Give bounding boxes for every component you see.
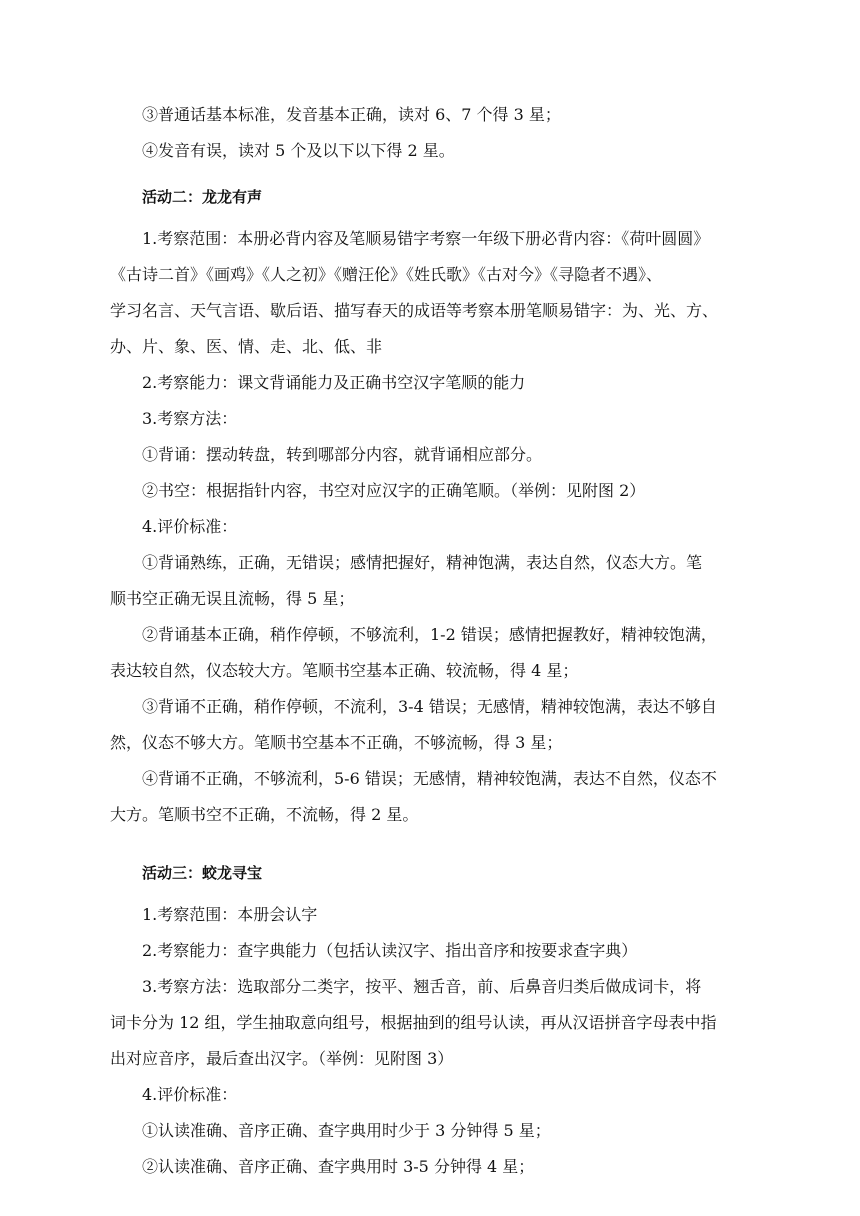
- activity2-criterion-2-line-1: ②背诵基本正确，稍作停顿，不够流利，1-2 错误；感情把握教好，精神较饱满，: [142, 625, 717, 644]
- activity2-scope: [110, 221, 758, 365]
- activity2-criterion-2-line-2: 表达较自然，仪态较大方。笔顺书空基本正确、较流畅，得 4 星；: [110, 661, 579, 680]
- activity3-criterion-2: [110, 1149, 758, 1185]
- activity2-method-recite-line: ①背诵：摆动转盘，转到哪部分内容，就背诵相应部分。: [142, 445, 543, 464]
- activity3-criteria: [110, 1077, 758, 1113]
- activity2-criterion-4: [110, 761, 758, 833]
- activity2-criterion-1-line-2: 顺书空正确无误且流畅，得 5 星；: [110, 589, 355, 608]
- activity3-criteria-line: 4.评价标准：: [142, 1085, 238, 1104]
- activity2-method-recite: [110, 437, 758, 473]
- activity3-ability-line: 2.考察能力：查字典能力（包括认读汉字、指出音序和按要求查字典）: [142, 941, 638, 960]
- activity2-criterion-4-line-2: 大方。笔顺书空不正确，不流畅，得 2 星。: [110, 805, 419, 824]
- activity3-criterion-1-line: ①认读准确、音序正确、查字典用时少于 3 分钟得 5 星；: [142, 1121, 551, 1140]
- activity2-scope-line-3: 学习名言、天气言语、歇后语、描写春天的成语等考察本册笔顺易错字：为、光、方、: [110, 301, 719, 320]
- activity2-criterion-1-line-1: ①背诵熟练，正确，无错误；感情把握好，精神饱满，表达自然，仪态大方。笔: [142, 553, 703, 572]
- activity3-method-line-2: 词卡分为 12 组，学生抽取意向组号，根据抽到的组号认读，再从汉语拼音字母表中指: [110, 1013, 717, 1032]
- activity2-criterion-3-line-1: ③背诵不正确，稍作停顿，不流利，3-4 错误；无感情，精神较饱满，表达不够自: [142, 697, 717, 716]
- activity2-ability-line: 2.考察能力：课文背诵能力及正确书空汉字笔顺的能力: [142, 373, 526, 392]
- activity2-method-line: 3.考察方法：: [142, 409, 238, 428]
- activity2-criteria-line: 4.评价标准：: [142, 517, 238, 536]
- activity2-scope-line-2: 《古诗二首》《画鸡》《人之初》《赠汪伦》《姓氏歌》《古对今》《寻隐者不遇》、: [110, 265, 663, 284]
- activity3-method-line-1: 3.考察方法：选取部分二类字，按平、翘舌音，前、后鼻音归类后做成词卡，将: [142, 977, 702, 996]
- activity2-criterion-3-line-2: 然，仪态不够大方。笔顺书空基本不正确，不够流畅，得 3 星；: [110, 733, 563, 752]
- activity2-criterion-1: [110, 545, 758, 617]
- activity1-criterion-4: ④发音有误，读对 5 个及以下以下得 2 星。: [142, 141, 455, 160]
- activity1-criterion-3: ③普通话基本标准，发音基本正确，读对 6、7 个得 3 星；: [142, 105, 561, 124]
- activity2-scope-line-4: 办、片、象、医、情、走、北、低、非: [110, 337, 383, 356]
- activity3-ability: [110, 933, 758, 969]
- activity2-criterion-3: [110, 689, 758, 761]
- activity2-method-stroke: [110, 473, 758, 509]
- activity2-criteria: [110, 509, 758, 545]
- activity2-heading: 活动二：龙龙有声: [142, 188, 263, 206]
- activity3-heading: 活动三：蛟龙寻宝: [142, 864, 263, 882]
- activity2-method: [110, 401, 758, 437]
- activity3-method: [110, 969, 758, 1077]
- activity2-criterion-2: [110, 617, 758, 689]
- activity3-criterion-2-line: ②认读准确、音序正确、查字典用时 3-5 分钟得 4 星；: [142, 1157, 535, 1176]
- activity3-scope: [110, 897, 758, 933]
- document-page: [110, 103, 758, 1185]
- activity2-scope-line-1: 1.考察范围：本册必背内容及笔顺易错字考察一年级下册必背内容：《荷叶圆圆》: [142, 229, 710, 248]
- activity3-method-line-3: 出对应音序，最后查出汉字。（举例：见附图 3）: [110, 1049, 454, 1068]
- activity2-criterion-4-line-1: ④背诵不正确，不够流利，5-6 错误；无感情，精神较饱满，表达不自然，仪态不: [142, 769, 717, 788]
- activity3-criterion-1: [110, 1113, 758, 1149]
- activity3-scope-line: 1.考察范围：本册会认字: [142, 905, 318, 924]
- activity2-method-stroke-line: ②书空：根据指针内容，书空对应汉字的正确笔顺。（举例：见附图 2）: [142, 481, 646, 500]
- activity2-ability: [110, 365, 758, 401]
